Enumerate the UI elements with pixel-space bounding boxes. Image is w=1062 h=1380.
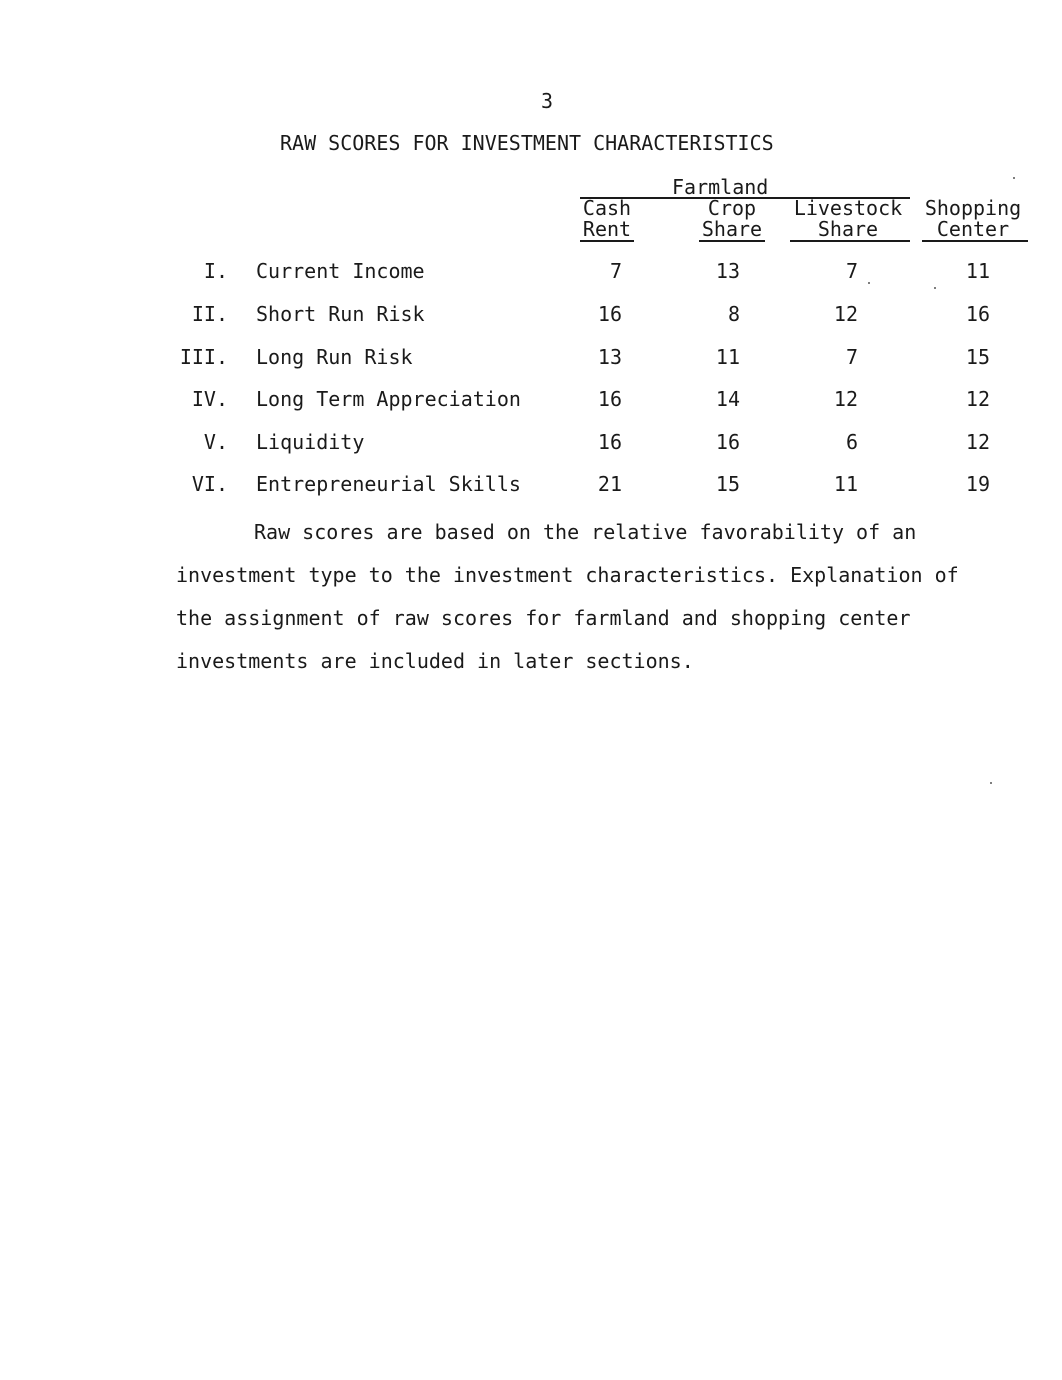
cell-crop-share: 16	[715, 430, 740, 454]
cell-cash-rent: 13	[597, 345, 622, 369]
page-number: 3	[541, 89, 554, 113]
row-numeral: I.	[203, 259, 228, 283]
table-row	[0, 302, 1062, 330]
table-row	[0, 430, 1062, 458]
scan-speck	[868, 282, 870, 284]
explanation-paragraph: Raw scores are based on the relative favorability of an investment type to the investment characteristics. Explanation of the assignment of raw scores for farmland and shopping center investments are included in later sections.	[176, 520, 959, 673]
scan-speck	[934, 287, 936, 289]
cell-crop-share: 13	[715, 259, 740, 283]
row-label: Entrepreneurial Skills	[256, 472, 521, 496]
cell-livestock-share: 11	[833, 472, 858, 496]
cell-shopping-center: 12	[965, 387, 990, 411]
table-row	[0, 387, 1062, 415]
page-title: RAW SCORES FOR INVESTMENT CHARACTERISTICS	[280, 131, 774, 155]
column-header-cash-rent: Cash Rent	[582, 196, 632, 241]
cell-livestock-share: 6	[845, 430, 858, 454]
cell-shopping-center: 15	[965, 345, 990, 369]
cell-cash-rent: 21	[597, 472, 622, 496]
cell-crop-share: 14	[715, 387, 740, 411]
column-rule	[699, 240, 765, 242]
column-header-crop-share: Crop Share	[701, 196, 763, 241]
cell-crop-share: 8	[727, 302, 740, 326]
table-row	[0, 259, 1062, 287]
cell-livestock-share: 7	[845, 259, 858, 283]
row-label: Liquidity	[256, 430, 365, 454]
column-header-livestock-share: Livestock Share	[793, 196, 903, 241]
row-numeral: IV.	[191, 387, 228, 411]
scan-speck	[1013, 177, 1015, 179]
cell-crop-share: 11	[715, 345, 740, 369]
row-label: Current Income	[256, 259, 425, 283]
row-label: Short Run Risk	[256, 302, 425, 326]
cell-livestock-share: 7	[845, 345, 858, 369]
cell-crop-share: 15	[715, 472, 740, 496]
column-rule	[922, 240, 1028, 242]
cell-shopping-center: 19	[965, 472, 990, 496]
column-rule	[790, 240, 910, 242]
cell-cash-rent: 7	[609, 259, 622, 283]
row-label: Long Term Appreciation	[256, 387, 521, 411]
farmland-group-header: Farmland	[672, 175, 769, 199]
column-header-shopping-center: Shopping Center	[924, 196, 1022, 241]
cell-cash-rent: 16	[597, 387, 622, 411]
cell-livestock-share: 12	[833, 387, 858, 411]
cell-cash-rent: 16	[597, 302, 622, 326]
cell-shopping-center: 12	[965, 430, 990, 454]
table-row	[0, 345, 1062, 373]
table-row	[0, 472, 1062, 500]
cell-shopping-center: 16	[965, 302, 990, 326]
cell-cash-rent: 16	[597, 430, 622, 454]
scan-speck	[990, 782, 992, 784]
row-numeral: V.	[203, 430, 228, 454]
cell-livestock-share: 12	[833, 302, 858, 326]
row-numeral: III.	[179, 345, 228, 369]
cell-shopping-center: 11	[965, 259, 990, 283]
row-numeral: VI.	[191, 472, 228, 496]
row-numeral: II.	[191, 302, 228, 326]
column-rule	[580, 240, 634, 242]
row-label: Long Run Risk	[256, 345, 413, 369]
